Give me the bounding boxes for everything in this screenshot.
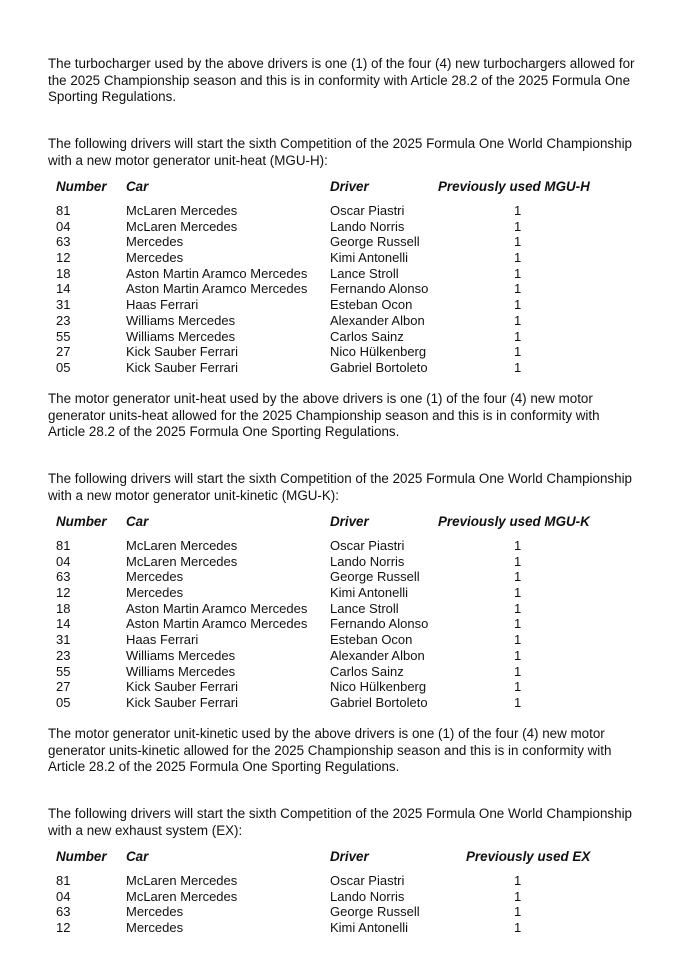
header-previously-used: Previously used MGU-K bbox=[438, 514, 590, 529]
cell-car: Mercedes bbox=[126, 904, 184, 920]
cell-driver: Esteban Ocon bbox=[330, 632, 413, 648]
mguk-table bbox=[56, 514, 656, 710]
cell-number: 63 bbox=[56, 904, 71, 920]
table-body bbox=[56, 873, 656, 936]
table-row bbox=[56, 648, 656, 664]
header-car: Car bbox=[126, 849, 149, 864]
table-row bbox=[56, 538, 656, 554]
table-row bbox=[56, 344, 656, 360]
cell-car: Haas Ferrari bbox=[126, 297, 199, 313]
cell-number: 12 bbox=[56, 585, 71, 601]
header-driver: Driver bbox=[330, 849, 369, 864]
cell-number: 55 bbox=[56, 328, 71, 344]
cell-previously-used: 1 bbox=[514, 250, 522, 266]
cell-driver: Lando Norris bbox=[330, 553, 405, 569]
cell-number: 27 bbox=[56, 344, 71, 360]
cell-previously-used: 1 bbox=[514, 328, 522, 344]
cell-driver: Nico Hülkenberg bbox=[330, 679, 427, 695]
table-body bbox=[56, 538, 656, 711]
table-row bbox=[56, 889, 656, 905]
table-row bbox=[56, 234, 656, 250]
cell-driver: Oscar Piastri bbox=[330, 203, 405, 218]
cell-number: 81 bbox=[56, 873, 71, 888]
cell-number: 55 bbox=[56, 663, 71, 679]
cell-driver: Alexander Albon bbox=[330, 647, 425, 663]
cell-car: McLaren Mercedes bbox=[126, 553, 238, 569]
cell-driver: Alexander Albon bbox=[330, 312, 425, 328]
cell-driver: Esteban Ocon bbox=[330, 297, 413, 313]
cell-previously-used: 1 bbox=[514, 234, 522, 250]
cell-driver: Lando Norris bbox=[330, 218, 405, 234]
mguh-intro-paragraph: The following drivers will start the sixth Competition of the 2025 Formula One World Championship with a new motor generator unit-heat (MGU-H): bbox=[48, 136, 632, 168]
turbo-note-paragraph: The turbocharger used by the above drivers is one (1) of the four (4) new turbochargers allowed for the 2025 Championship season and this is in conformity with Article 28.2 of the 2025 Formula One Sporting Regulations. bbox=[48, 56, 635, 104]
cell-previously-used: 1 bbox=[514, 312, 522, 328]
cell-car: Kick Sauber Ferrari bbox=[126, 679, 238, 695]
mguk-intro-paragraph: The following drivers will start the sixth Competition of the 2025 Formula One World Championship with a new motor generator unit-kinetic (MGU-K): bbox=[48, 471, 632, 503]
cell-number: 63 bbox=[56, 234, 71, 250]
cell-car: Williams Mercedes bbox=[126, 663, 236, 679]
table-header bbox=[56, 514, 656, 532]
table-row bbox=[56, 664, 656, 680]
cell-car: Williams Mercedes bbox=[126, 312, 236, 328]
cell-number: 04 bbox=[56, 553, 71, 569]
ex-intro-paragraph: The following drivers will start the sixth Competition of the 2025 Formula One World Championship with a new exhaust system (EX): bbox=[48, 806, 632, 838]
cell-number: 63 bbox=[56, 569, 71, 585]
header-car: Car bbox=[126, 514, 149, 529]
cell-car: Kick Sauber Ferrari bbox=[126, 359, 238, 375]
header-driver: Driver bbox=[330, 179, 369, 194]
table-row bbox=[56, 281, 656, 297]
cell-car: Mercedes bbox=[126, 585, 184, 601]
table-header bbox=[56, 849, 656, 867]
cell-previously-used: 1 bbox=[514, 359, 522, 375]
cell-driver: George Russell bbox=[330, 904, 420, 920]
cell-previously-used: 1 bbox=[514, 553, 522, 569]
cell-driver: Kimi Antonelli bbox=[330, 920, 409, 936]
cell-driver: Lando Norris bbox=[330, 888, 405, 904]
cell-driver: Oscar Piastri bbox=[330, 873, 405, 888]
cell-car: Mercedes bbox=[126, 569, 184, 585]
cell-car: McLaren Mercedes bbox=[126, 218, 238, 234]
header-previously-used: Previously used MGU-H bbox=[438, 179, 590, 194]
cell-previously-used: 1 bbox=[514, 920, 522, 936]
cell-previously-used: 1 bbox=[514, 600, 522, 616]
cell-driver: Oscar Piastri bbox=[330, 538, 405, 553]
table-row bbox=[56, 904, 656, 920]
table-row bbox=[56, 554, 656, 570]
header-number: Number bbox=[56, 514, 107, 529]
cell-car: McLaren Mercedes bbox=[126, 203, 238, 218]
cell-previously-used: 1 bbox=[514, 218, 522, 234]
mguh-note-paragraph: The motor generator unit-heat used by the above drivers is one (1) of the four (4) new motor generator units-heat allowed for the 2025 Championship season and this is in conformity with Article 28.2 of the 2025 Formula One Sporting Regulations. bbox=[48, 391, 600, 439]
table-row bbox=[56, 585, 656, 601]
cell-number: 14 bbox=[56, 616, 71, 632]
cell-previously-used: 1 bbox=[514, 663, 522, 679]
table-row bbox=[56, 679, 656, 695]
cell-number: 04 bbox=[56, 218, 71, 234]
cell-previously-used: 1 bbox=[514, 203, 522, 218]
cell-driver: Lance Stroll bbox=[330, 600, 399, 616]
table-row bbox=[56, 203, 656, 219]
header-driver: Driver bbox=[330, 514, 369, 529]
cell-car: McLaren Mercedes bbox=[126, 873, 238, 888]
cell-number: 18 bbox=[56, 600, 71, 616]
table-row bbox=[56, 329, 656, 345]
cell-number: 05 bbox=[56, 359, 71, 375]
ex-table bbox=[56, 849, 656, 936]
table-row bbox=[56, 695, 656, 711]
cell-car: Aston Martin Aramco Mercedes bbox=[126, 265, 308, 281]
cell-driver: Lance Stroll bbox=[330, 265, 399, 281]
cell-number: 12 bbox=[56, 920, 71, 936]
cell-previously-used: 1 bbox=[514, 694, 522, 710]
cell-number: 14 bbox=[56, 281, 71, 297]
table-row bbox=[56, 250, 656, 266]
cell-car: McLaren Mercedes bbox=[126, 888, 238, 904]
cell-driver: Kimi Antonelli bbox=[330, 585, 409, 601]
cell-previously-used: 1 bbox=[514, 281, 522, 297]
cell-car: Haas Ferrari bbox=[126, 632, 199, 648]
table-header bbox=[56, 179, 656, 197]
cell-car: Aston Martin Aramco Mercedes bbox=[126, 281, 308, 297]
table-body bbox=[56, 203, 656, 376]
cell-number: 05 bbox=[56, 694, 71, 710]
cell-number: 31 bbox=[56, 632, 71, 648]
cell-previously-used: 1 bbox=[514, 585, 522, 601]
cell-car: Williams Mercedes bbox=[126, 328, 236, 344]
table-row bbox=[56, 360, 656, 376]
cell-number: 18 bbox=[56, 265, 71, 281]
mguh-table bbox=[56, 179, 656, 375]
cell-previously-used: 1 bbox=[514, 647, 522, 663]
table-row bbox=[56, 569, 656, 585]
cell-driver: Carlos Sainz bbox=[330, 328, 404, 344]
cell-driver: George Russell bbox=[330, 569, 420, 585]
cell-previously-used: 1 bbox=[514, 679, 522, 695]
cell-driver: Gabriel Bortoleto bbox=[330, 359, 428, 375]
table-row bbox=[56, 601, 656, 617]
header-car: Car bbox=[126, 179, 149, 194]
mguk-note-paragraph: The motor generator unit-kinetic used by the above drivers is one (1) of the four (4) new motor generator units-kinetic allowed for the 2025 Championship season and this is in conformity with Article 28.2 of the 2025 Formula One Sporting Regulations. bbox=[48, 726, 612, 774]
table-row bbox=[56, 313, 656, 329]
cell-number: 23 bbox=[56, 312, 71, 328]
cell-driver: Gabriel Bortoleto bbox=[330, 694, 428, 710]
table-row bbox=[56, 632, 656, 648]
cell-previously-used: 1 bbox=[514, 538, 522, 553]
cell-car: Kick Sauber Ferrari bbox=[126, 694, 238, 710]
header-previously-used: Previously used EX bbox=[466, 849, 591, 864]
cell-driver: Fernando Alonso bbox=[330, 281, 429, 297]
cell-driver: George Russell bbox=[330, 234, 420, 250]
cell-number: 81 bbox=[56, 538, 71, 553]
cell-previously-used: 1 bbox=[514, 888, 522, 904]
table-row bbox=[56, 873, 656, 889]
cell-previously-used: 1 bbox=[514, 632, 522, 648]
table-row bbox=[56, 920, 656, 936]
cell-car: Mercedes bbox=[126, 250, 184, 266]
cell-car: Mercedes bbox=[126, 234, 184, 250]
cell-driver: Fernando Alonso bbox=[330, 616, 429, 632]
table-row bbox=[56, 297, 656, 313]
cell-car: McLaren Mercedes bbox=[126, 538, 238, 553]
cell-car: Kick Sauber Ferrari bbox=[126, 344, 238, 360]
cell-car: Mercedes bbox=[126, 920, 184, 936]
cell-previously-used: 1 bbox=[514, 265, 522, 281]
cell-car: Williams Mercedes bbox=[126, 647, 236, 663]
table-row bbox=[56, 219, 656, 235]
cell-driver: Kimi Antonelli bbox=[330, 250, 409, 266]
cell-number: 31 bbox=[56, 297, 71, 313]
cell-previously-used: 1 bbox=[514, 904, 522, 920]
header-number: Number bbox=[56, 849, 107, 864]
table-row bbox=[56, 616, 656, 632]
cell-previously-used: 1 bbox=[514, 344, 522, 360]
header-number: Number bbox=[56, 179, 107, 194]
cell-previously-used: 1 bbox=[514, 616, 522, 632]
cell-number: 81 bbox=[56, 203, 71, 218]
cell-previously-used: 1 bbox=[514, 569, 522, 585]
cell-number: 27 bbox=[56, 679, 71, 695]
cell-driver: Nico Hülkenberg bbox=[330, 344, 427, 360]
cell-number: 23 bbox=[56, 647, 71, 663]
cell-car: Aston Martin Aramco Mercedes bbox=[126, 600, 308, 616]
cell-driver: Carlos Sainz bbox=[330, 663, 404, 679]
table-row bbox=[56, 266, 656, 282]
cell-car: Aston Martin Aramco Mercedes bbox=[126, 616, 308, 632]
cell-previously-used: 1 bbox=[514, 297, 522, 313]
cell-previously-used: 1 bbox=[514, 873, 522, 888]
cell-number: 04 bbox=[56, 888, 71, 904]
cell-number: 12 bbox=[56, 250, 71, 266]
